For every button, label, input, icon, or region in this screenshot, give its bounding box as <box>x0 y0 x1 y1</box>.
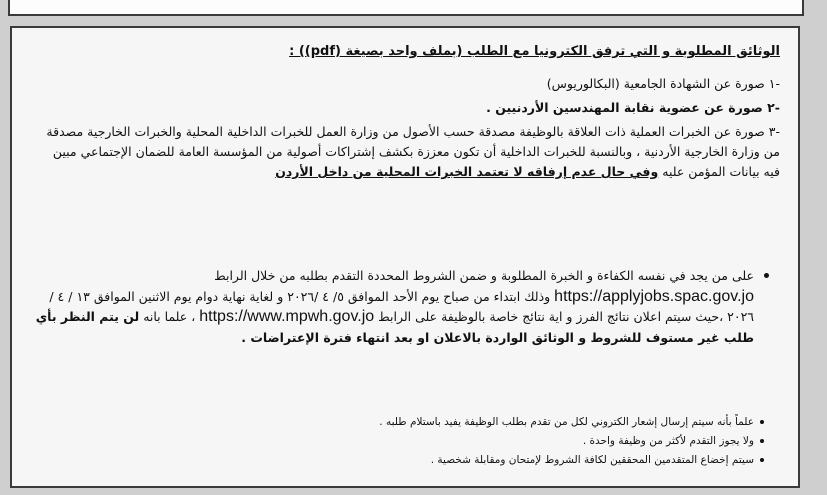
item-text: صورة عن الخبرات العملية ذات العلاقة بالوظيفة مصدقة حسب الأصول من وزارة العمل للخبرات الداخلية المحلية والخبرات الخارجية مصدقة من وزارة الخارجية الأردنية ، وبالنسبة للخبرات الداخلية أن تكون معززة بكشف إشتراكات أصولية من المؤسسة العامة للضمان الإجتماعي مبين فيه بيانات المؤمن عليه <box>46 124 780 179</box>
bullet-dot <box>760 420 764 424</box>
note-2: ولا يجوز التقدم لأكثر من وظيفة واحدة . <box>582 435 754 447</box>
bullet-dot <box>760 439 764 443</box>
bullet-dot <box>760 458 764 462</box>
document-item-1 <box>547 74 780 94</box>
documents-heading: الوثائق المطلوبة و التي ترفق الكترونيا مع الطلب (بملف واحد بصيغة (pdf)) : <box>289 44 780 59</box>
item-text: صورة عن الشهادة الجامعية (البكالوريوس) <box>546 76 765 91</box>
document-item-2 <box>486 98 780 118</box>
application-bullet <box>19 266 754 348</box>
item-text: صورة عن عضوية نقابة المهندسين الأردنيين . <box>486 100 763 115</box>
top-frame <box>8 0 804 16</box>
apply-link[interactable]: https://applyjobs.spac.gov.jo <box>554 287 754 305</box>
apply-text: على من يجد في نفسه الكفاءة و الخبرة المطلوبة و ضمن الشروط المحددة التقدم بطلبه من خلال الرابط <box>214 268 754 283</box>
apply-period-text: وذلك ابتداء من صباح يوم الأحد الموافق ٥/ ٤ /٢٠٢٦ و لغاية نهاية دوام يوم الاثنين الموافق ١٣ / ٤ / ٢٠٢٦ ،حيث سيتم اعلان نتائج الفرز و اية نتائج خاصة بالوظيفة على الرابط <box>49 288 754 324</box>
item-number: -٣ <box>768 124 780 139</box>
item-number: -١ <box>768 76 780 91</box>
item-number: -٢ <box>767 100 780 115</box>
notice-text: ، علما بانه <box>143 309 196 324</box>
results-link[interactable]: https://www.mpwh.gov.jo <box>199 308 375 325</box>
document-item-3 <box>40 122 780 182</box>
announcement-document <box>10 26 800 488</box>
note-3: سيتم إخضاع المتقدمين المحققين لكافة الشروط لإمتحان ومقابلة شخصية . <box>430 454 754 466</box>
item-bold-tail: وفي حال عدم إرفاقه لا تعتمد الخبرات المحلية من داخل الأردن <box>275 164 659 179</box>
rejection-warning: لن يتم النظر بأي طلب غير مستوف للشروط و الوثائق الواردة بالاعلان او بعد انتهاء فترة الإعتراضات . <box>35 309 754 345</box>
note-1: علماً بأنه سيتم إرسال إشعار الكتروني لكل من تقدم بطلب الوظيفة يفيد باستلام طلبه . <box>379 416 754 428</box>
bullet-dot <box>764 273 769 278</box>
